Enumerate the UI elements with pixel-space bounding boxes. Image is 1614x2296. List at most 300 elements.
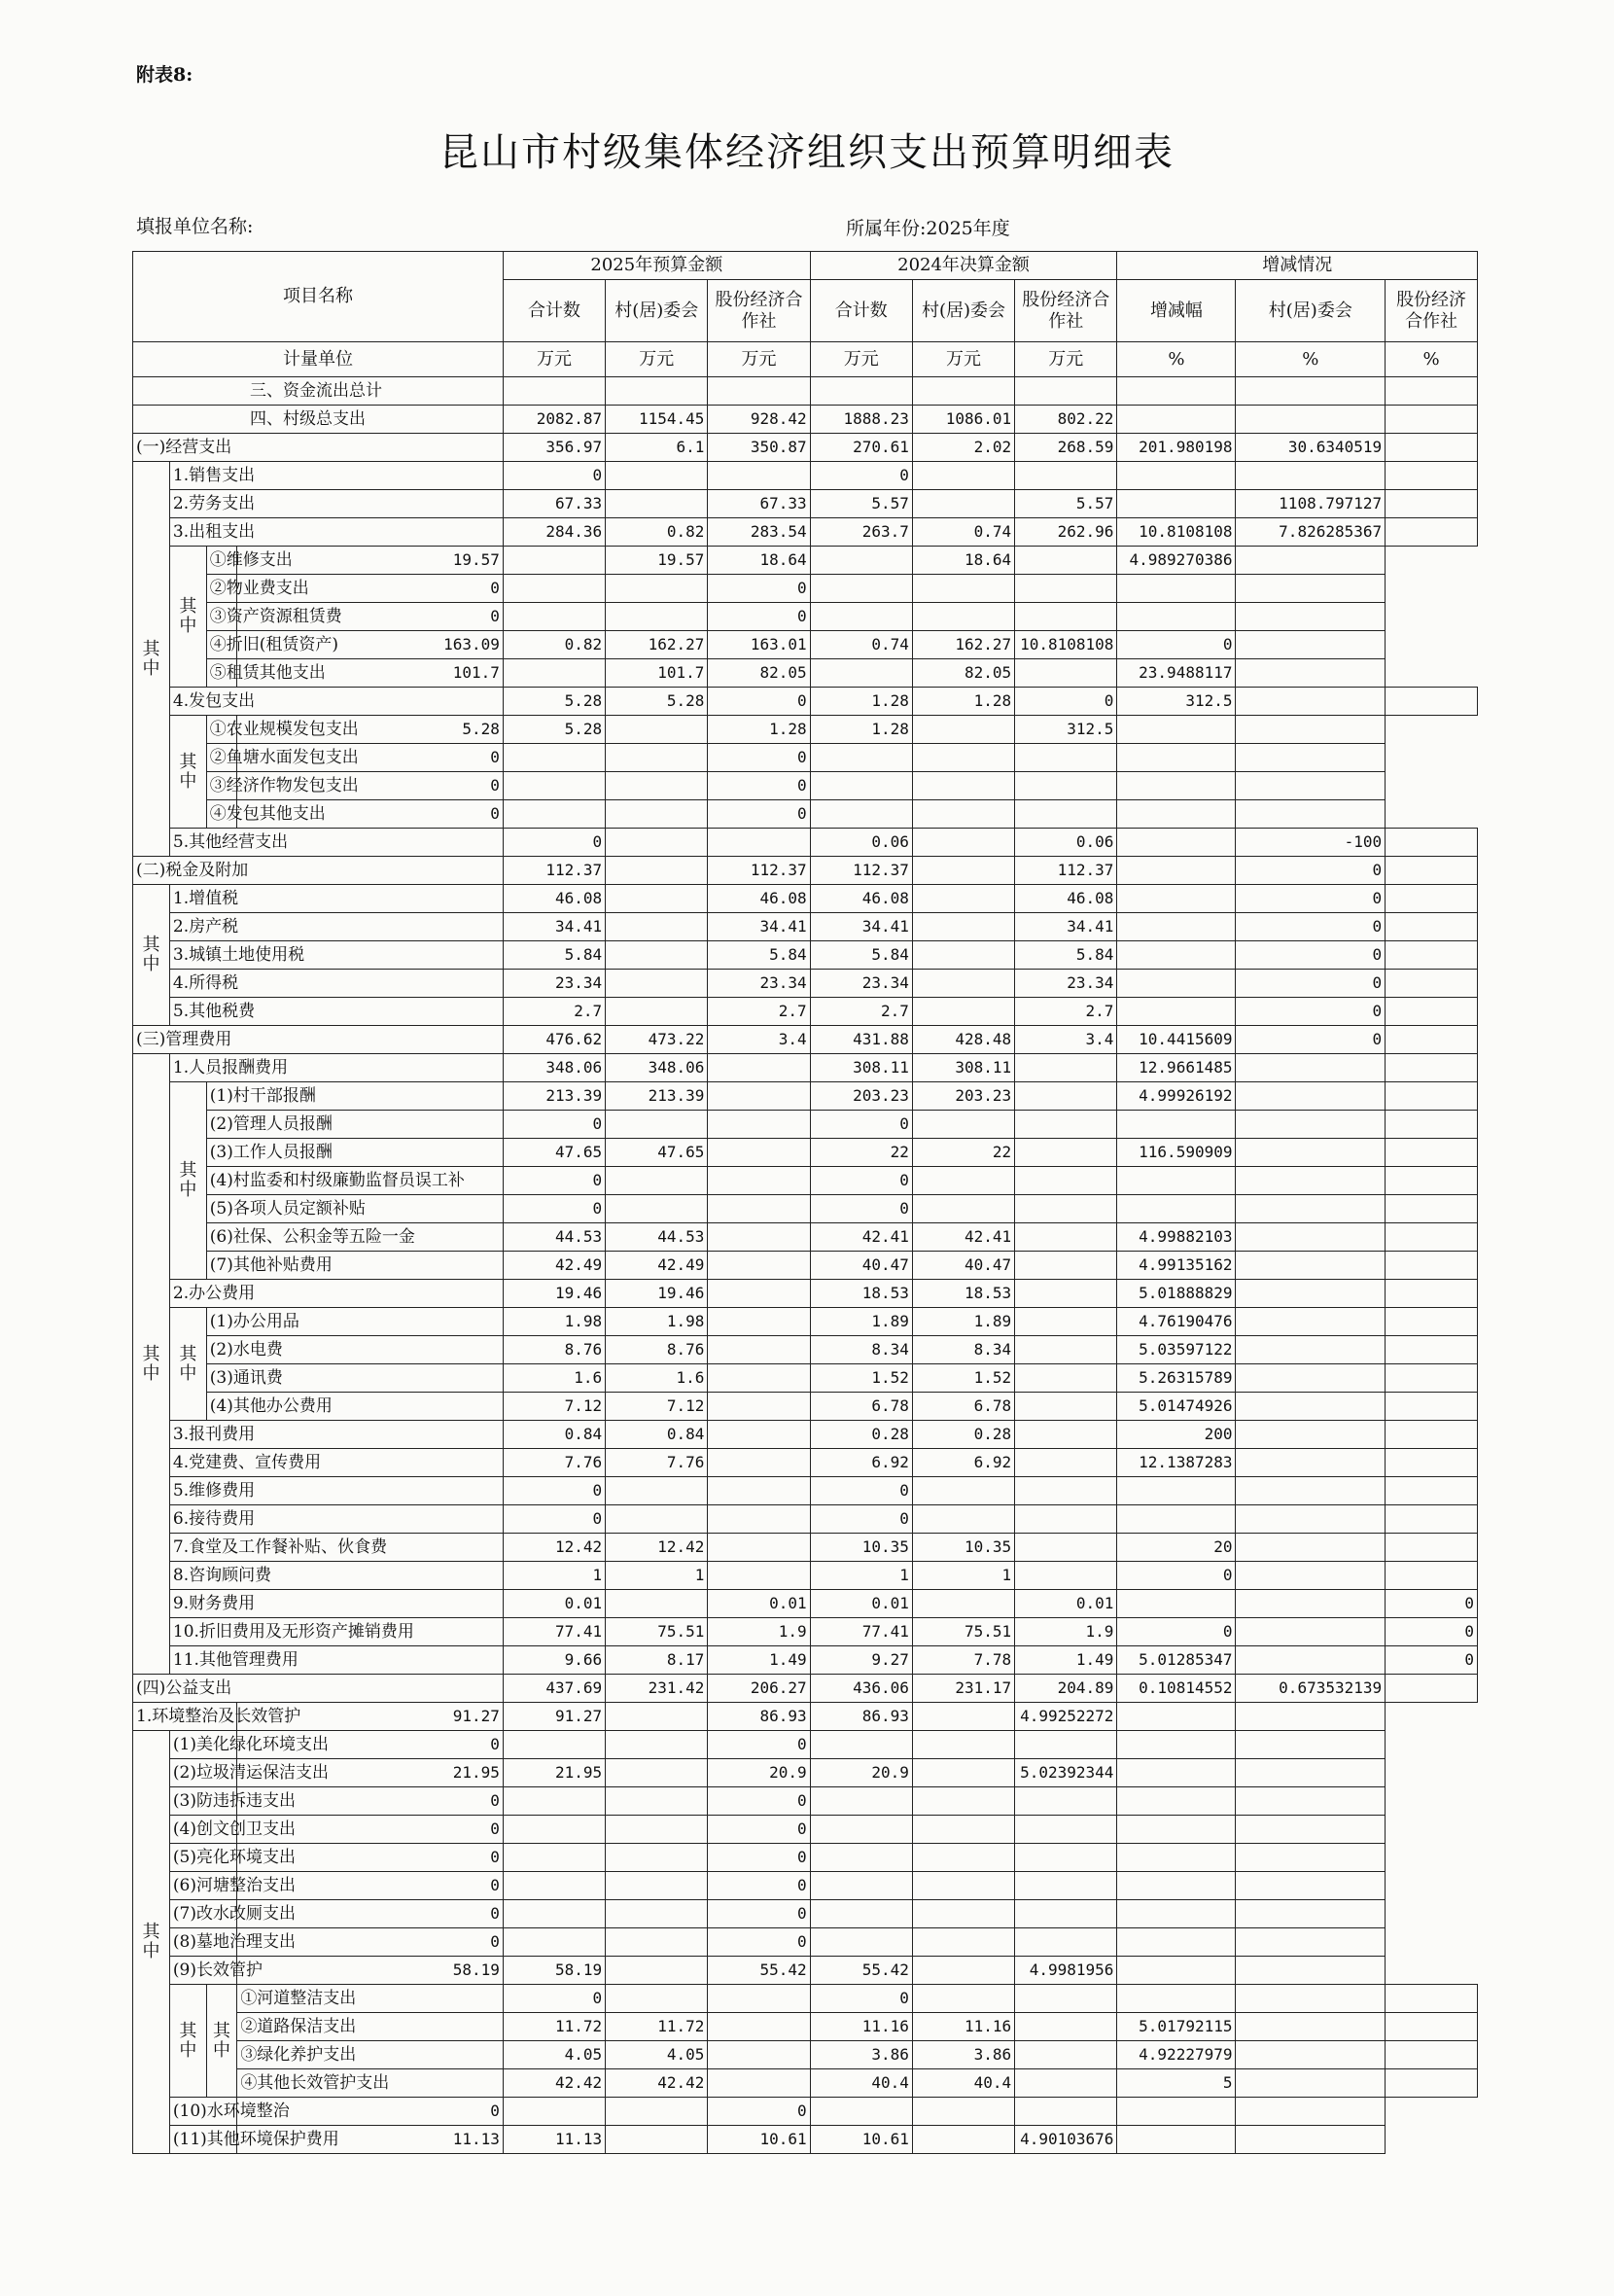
qizhong-text: 其中	[179, 751, 197, 792]
value-cell: 1.52	[810, 1364, 912, 1393]
row-label: (4)其他办公费用	[206, 1393, 503, 1421]
value-cell: 42.41	[810, 1223, 912, 1252]
value-cell: 0	[503, 462, 605, 490]
value-cell: 19.46	[606, 1280, 708, 1308]
value-cell: 8.34	[810, 1336, 912, 1364]
value-cell	[1117, 462, 1236, 490]
table-row	[133, 377, 1478, 406]
value-cell	[1117, 800, 1236, 829]
value-cell	[1386, 1252, 1478, 1280]
value-cell	[1236, 631, 1386, 659]
qizhong-text: 其中	[142, 1343, 160, 1384]
row-label: 5.维修费用	[169, 1477, 503, 1505]
value-cell	[1015, 547, 1117, 575]
value-cell: 0	[1386, 1590, 1478, 1618]
value-cell	[912, 970, 1014, 998]
value-cell	[1015, 1252, 1117, 1280]
table-row	[133, 913, 1478, 941]
value-cell: 1.28	[810, 688, 912, 716]
value-cell	[1236, 2126, 1386, 2154]
value-cell	[1386, 2069, 1478, 2098]
row-label: 1.销售支出	[169, 462, 503, 490]
value-cell: 7.76	[606, 1449, 708, 1477]
value-cell	[708, 1082, 810, 1111]
value-cell	[1015, 1139, 1117, 1167]
table-row	[133, 518, 1478, 547]
unit-cell: %	[1117, 342, 1236, 377]
value-cell: 10.8108108	[1015, 631, 1117, 659]
value-cell: 75.51	[912, 1618, 1014, 1646]
value-cell: 5.01888829	[1117, 1280, 1236, 1308]
row-label: (1)办公用品	[206, 1308, 503, 1336]
row-label: ①农业规模发包支出	[206, 716, 237, 744]
value-cell	[708, 1336, 810, 1364]
value-cell	[606, 1195, 708, 1223]
budget-table	[132, 251, 1478, 2154]
value-cell: 6.92	[810, 1449, 912, 1477]
value-cell: 23.34	[708, 970, 810, 998]
value-cell	[606, 913, 708, 941]
qizhong-label	[133, 1731, 170, 2154]
value-cell	[1015, 2013, 1117, 2041]
value-cell: 0	[237, 575, 504, 603]
value-cell: 77.41	[503, 1618, 605, 1646]
value-cell	[912, 1816, 1014, 1844]
value-cell: 0.01	[1015, 1590, 1117, 1618]
value-cell: 112.37	[708, 857, 810, 885]
value-cell	[1236, 1844, 1386, 1872]
value-cell: 0	[237, 772, 504, 800]
table-row	[133, 1872, 1478, 1900]
value-cell: 5.28	[237, 716, 504, 744]
value-cell: 8.76	[606, 1336, 708, 1364]
value-cell: 0	[1236, 885, 1386, 913]
table-row	[133, 1646, 1478, 1675]
value-cell	[606, 716, 708, 744]
value-cell	[1236, 1280, 1386, 1308]
value-cell: 91.27	[503, 1703, 605, 1731]
value-cell	[1015, 1900, 1117, 1928]
value-cell: 55.42	[810, 1957, 912, 1985]
table-row	[133, 2013, 1478, 2041]
value-cell	[1236, 1985, 1386, 2013]
value-cell	[1015, 2098, 1117, 2126]
value-cell	[606, 1703, 708, 1731]
value-cell	[912, 829, 1014, 857]
table-row	[133, 1139, 1478, 1167]
value-cell	[1236, 377, 1386, 406]
row-label: ②鱼塘水面发包支出	[206, 744, 237, 772]
value-cell	[1386, 885, 1478, 913]
value-cell	[1015, 1195, 1117, 1223]
value-cell	[1117, 970, 1236, 998]
value-cell	[1015, 462, 1117, 490]
value-cell: 19.46	[503, 1280, 605, 1308]
value-cell: 40.47	[912, 1252, 1014, 1280]
value-cell	[1015, 1308, 1117, 1336]
value-cell: 23.9488117	[1117, 659, 1236, 688]
value-cell: 58.19	[503, 1957, 605, 1985]
unit-row-label: 计量单位	[133, 342, 504, 377]
value-cell	[1236, 659, 1386, 688]
value-cell	[1015, 1393, 1117, 1421]
row-label: (一)经营支出	[133, 434, 504, 462]
value-cell: 476.62	[503, 1026, 605, 1054]
value-cell	[708, 1477, 810, 1505]
value-cell	[1117, 772, 1236, 800]
value-cell	[1236, 688, 1386, 716]
value-cell: 5.28	[503, 688, 605, 716]
value-cell: 7.826285367	[1236, 518, 1386, 547]
value-cell: 0	[1117, 631, 1236, 659]
value-cell: 203.23	[810, 1082, 912, 1111]
value-cell	[708, 2041, 810, 2069]
value-cell	[708, 377, 810, 406]
value-cell: 0	[503, 1985, 605, 2013]
table-row	[133, 1844, 1478, 1872]
value-cell: 10.61	[810, 2126, 912, 2154]
value-cell	[1015, 603, 1117, 631]
table-row	[133, 829, 1478, 857]
qizhong-text: 其中	[142, 935, 160, 974]
value-cell	[606, 1816, 708, 1844]
table-row	[133, 1703, 1478, 1731]
table-row	[133, 1421, 1478, 1449]
value-cell: 18.53	[810, 1280, 912, 1308]
value-cell	[1386, 2013, 1478, 2041]
value-cell: 55.42	[708, 1957, 810, 1985]
value-cell: 262.96	[1015, 518, 1117, 547]
table-row	[133, 603, 1478, 631]
row-label: (11)其他环境保护费用	[169, 2126, 236, 2154]
value-cell: 46.08	[503, 885, 605, 913]
value-cell: 0	[708, 1787, 810, 1816]
value-cell: 1.49	[708, 1646, 810, 1675]
value-cell	[708, 1195, 810, 1223]
value-cell: 308.11	[810, 1054, 912, 1082]
value-cell: 231.42	[606, 1675, 708, 1703]
table-row	[133, 1505, 1478, 1534]
qizhong-text: 其中	[179, 2020, 197, 2061]
value-cell	[503, 1928, 605, 1957]
value-cell	[1117, 1872, 1236, 1900]
value-cell	[912, 885, 1014, 913]
table-row	[133, 1534, 1478, 1562]
value-cell	[912, 1957, 1014, 1985]
value-cell	[503, 1731, 605, 1759]
value-cell	[1236, 1731, 1386, 1759]
value-cell	[1236, 1336, 1386, 1364]
qizhong-text: 其中	[142, 1922, 160, 1961]
value-cell: 11.13	[237, 2126, 504, 2154]
value-cell	[1015, 744, 1117, 772]
value-cell	[1236, 1816, 1386, 1844]
value-cell: 0	[708, 772, 810, 800]
value-cell: 5.57	[1015, 490, 1117, 518]
value-cell	[1117, 2126, 1236, 2154]
value-cell	[503, 1900, 605, 1928]
value-cell: 1108.797127	[1236, 490, 1386, 518]
value-cell	[503, 1872, 605, 1900]
value-cell	[1015, 1223, 1117, 1252]
value-cell: 213.39	[503, 1082, 605, 1111]
value-cell: 4.99135162	[1117, 1252, 1236, 1280]
value-cell	[606, 1872, 708, 1900]
value-cell: 11.13	[503, 2126, 605, 2154]
value-cell: 200	[1117, 1421, 1236, 1449]
value-cell: 7.76	[503, 1449, 605, 1477]
value-cell	[503, 2098, 605, 2126]
value-cell	[1117, 716, 1236, 744]
value-cell	[810, 377, 912, 406]
value-cell: 436.06	[810, 1675, 912, 1703]
value-cell	[1236, 2041, 1386, 2069]
value-cell: 47.65	[503, 1139, 605, 1167]
row-label: 四、村级总支出	[133, 406, 504, 434]
value-cell: 1.98	[606, 1308, 708, 1336]
row-label: (5)各项人员定额补贴	[206, 1195, 503, 1223]
value-cell	[1015, 659, 1117, 688]
value-cell	[1386, 998, 1478, 1026]
value-cell	[708, 1449, 810, 1477]
value-cell: 12.1387283	[1117, 1449, 1236, 1477]
value-cell	[912, 1703, 1014, 1731]
qizhong-text: 其中	[142, 638, 160, 679]
value-cell	[1015, 575, 1117, 603]
row-label: 三、资金流出总计	[133, 377, 504, 406]
qizhong-label	[169, 1985, 206, 2098]
unit-cell: 万元	[912, 342, 1014, 377]
value-cell	[1117, 1590, 1236, 1618]
row-label: 11.其他管理费用	[169, 1646, 503, 1675]
table-row	[133, 1364, 1478, 1393]
value-cell	[1015, 377, 1117, 406]
value-cell: 5.01285347	[1117, 1646, 1236, 1675]
value-cell	[1236, 1703, 1386, 1731]
value-cell	[1236, 1787, 1386, 1816]
value-cell	[1236, 1562, 1386, 1590]
value-cell: 0	[810, 1195, 912, 1223]
table-row	[133, 575, 1478, 603]
row-label: 7.食堂及工作餐补贴、伙食费	[169, 1534, 503, 1562]
value-cell: 0.28	[810, 1421, 912, 1449]
value-cell: 0.01	[810, 1590, 912, 1618]
value-cell	[1117, 603, 1236, 631]
value-cell: 213.39	[606, 1082, 708, 1111]
value-cell: 8.17	[606, 1646, 708, 1675]
value-cell	[708, 1054, 810, 1082]
value-cell	[1015, 1449, 1117, 1477]
row-label: ④其他长效管护支出	[237, 2069, 504, 2098]
value-cell	[912, 716, 1014, 744]
value-cell	[1015, 1111, 1117, 1139]
value-cell	[1236, 575, 1386, 603]
value-cell: 12.42	[503, 1534, 605, 1562]
row-label: (3)防违拆违支出	[169, 1787, 236, 1816]
value-cell	[912, 744, 1014, 772]
value-cell	[810, 575, 912, 603]
table-row	[133, 1928, 1478, 1957]
row-label: (10)水环境整治	[169, 2098, 236, 2126]
value-cell: 0	[810, 1111, 912, 1139]
value-cell: 2.7	[503, 998, 605, 1026]
value-cell	[503, 377, 605, 406]
value-cell	[1236, 1534, 1386, 1562]
row-label: 4.党建费、宣传费用	[169, 1449, 503, 1477]
value-cell	[1015, 1167, 1117, 1195]
value-cell	[1386, 434, 1478, 462]
value-cell	[708, 1562, 810, 1590]
header-village-2024: 村(居)委会	[912, 280, 1014, 342]
value-cell	[606, 575, 708, 603]
value-cell: 5.28	[606, 688, 708, 716]
table-row	[133, 1590, 1478, 1618]
row-label: 10.折旧费用及无形资产摊销费用	[169, 1618, 503, 1646]
value-cell	[1015, 1336, 1117, 1364]
value-cell	[606, 1787, 708, 1816]
value-cell	[1236, 1449, 1386, 1477]
value-cell	[1386, 857, 1478, 885]
row-label: 2.房产税	[169, 913, 503, 941]
header-coop-2025: 股份经济合作社	[708, 280, 810, 342]
value-cell: 5.03597122	[1117, 1336, 1236, 1364]
value-cell	[1117, 829, 1236, 857]
value-cell: 1	[810, 1562, 912, 1590]
value-cell: 1.28	[708, 716, 810, 744]
table-row	[133, 1393, 1478, 1421]
value-cell: 47.65	[606, 1139, 708, 1167]
table-row	[133, 659, 1478, 688]
value-cell	[1015, 1280, 1117, 1308]
value-cell: 30.6340519	[1236, 434, 1386, 462]
row-label: ⑤租赁其他支出	[206, 659, 237, 688]
value-cell: 5.84	[810, 941, 912, 970]
value-cell: 4.05	[606, 2041, 708, 2069]
value-cell: 0.84	[606, 1421, 708, 1449]
table-row	[133, 885, 1478, 913]
value-cell: 67.33	[708, 490, 810, 518]
value-cell: 428.48	[912, 1026, 1014, 1054]
row-label: (4)创文创卫支出	[169, 1816, 236, 1844]
value-cell: 0	[503, 1111, 605, 1139]
value-cell: 2.7	[1015, 998, 1117, 1026]
row-label: 1.人员报酬费用	[169, 1054, 503, 1082]
value-cell	[708, 2069, 810, 2098]
value-cell	[1236, 1082, 1386, 1111]
value-cell: 40.4	[810, 2069, 912, 2098]
value-cell: 7.12	[503, 1393, 605, 1421]
value-cell	[606, 1505, 708, 1534]
value-cell	[912, 1844, 1014, 1872]
value-cell: 5.57	[810, 490, 912, 518]
value-cell	[1015, 2069, 1117, 2098]
value-cell	[1236, 1252, 1386, 1280]
qizhong-label	[133, 462, 170, 857]
value-cell	[1386, 1167, 1478, 1195]
value-cell	[503, 575, 605, 603]
value-cell: 75.51	[606, 1618, 708, 1646]
value-cell	[912, 772, 1014, 800]
value-cell: 0	[708, 1872, 810, 1900]
table-row	[133, 688, 1478, 716]
value-cell: 20	[1117, 1534, 1236, 1562]
value-cell: 112.37	[1015, 857, 1117, 885]
value-cell: -100	[1236, 829, 1386, 857]
value-cell	[912, 1928, 1014, 1957]
value-cell: 0	[708, 1900, 810, 1928]
value-cell	[708, 1223, 810, 1252]
value-cell	[912, 462, 1014, 490]
value-cell: 5.01474926	[1117, 1393, 1236, 1421]
value-cell	[1015, 1534, 1117, 1562]
value-cell: 312.5	[1015, 716, 1117, 744]
table-row	[133, 1252, 1478, 1280]
value-cell: 0	[1386, 1646, 1478, 1675]
value-cell	[1386, 1534, 1478, 1562]
value-cell: 0	[1386, 1618, 1478, 1646]
value-cell: 46.08	[1015, 885, 1117, 913]
value-cell	[1117, 1816, 1236, 1844]
value-cell	[606, 1759, 708, 1787]
value-cell	[1117, 377, 1236, 406]
value-cell: 0	[708, 688, 810, 716]
table-row	[133, 941, 1478, 970]
value-cell	[912, 1505, 1014, 1534]
value-cell: 20.9	[708, 1759, 810, 1787]
value-cell: 34.41	[503, 913, 605, 941]
value-cell	[606, 1477, 708, 1505]
value-cell: 2.7	[810, 998, 912, 1026]
value-cell	[1117, 1985, 1236, 2013]
value-cell	[708, 1167, 810, 1195]
value-cell	[606, 490, 708, 518]
value-cell	[1015, 1082, 1117, 1111]
value-cell: 18.64	[912, 547, 1014, 575]
row-label: 1.增值税	[169, 885, 503, 913]
row-label: 8.咨询顾问费	[169, 1562, 503, 1590]
value-cell: 0.84	[503, 1421, 605, 1449]
value-cell: 0	[810, 1167, 912, 1195]
value-cell	[1015, 2041, 1117, 2069]
value-cell: 0	[503, 1195, 605, 1223]
value-cell	[708, 1364, 810, 1393]
value-cell	[1386, 1308, 1478, 1336]
value-cell	[606, 1731, 708, 1759]
value-cell	[912, 1195, 1014, 1223]
value-cell	[1236, 1223, 1386, 1252]
value-cell	[503, 1816, 605, 1844]
row-label: 4.发包支出	[169, 688, 503, 716]
value-cell: 42.42	[503, 2069, 605, 2098]
value-cell: 0	[503, 1167, 605, 1195]
value-cell	[1386, 941, 1478, 970]
value-cell: 34.41	[708, 913, 810, 941]
row-label: 2.劳务支出	[169, 490, 503, 518]
table-row	[133, 631, 1478, 659]
value-cell: 1.89	[912, 1308, 1014, 1336]
value-cell: 22	[810, 1139, 912, 1167]
value-cell: 23.34	[810, 970, 912, 998]
value-cell	[1236, 1364, 1386, 1393]
value-cell: 204.89	[1015, 1675, 1117, 1703]
value-cell	[1236, 800, 1386, 829]
value-cell	[912, 1590, 1014, 1618]
value-cell: 0.06	[810, 829, 912, 857]
value-cell	[1015, 1477, 1117, 1505]
table-row	[133, 1308, 1478, 1336]
value-cell: 1.49	[1015, 1646, 1117, 1675]
unit-cell: 万元	[708, 342, 810, 377]
